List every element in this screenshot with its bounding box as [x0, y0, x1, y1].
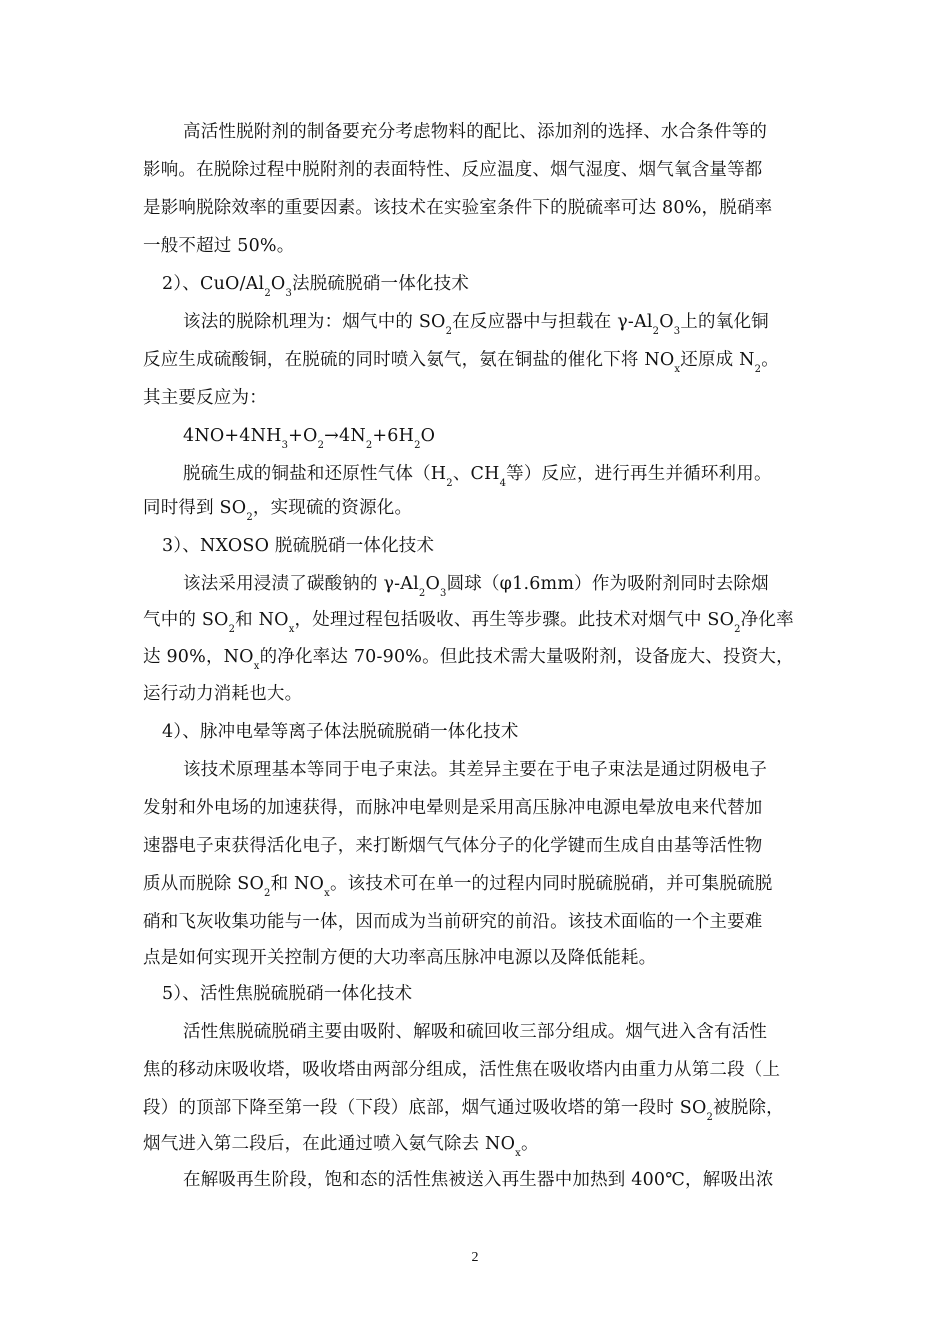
text-line: 运行动力消耗也大。	[143, 684, 303, 704]
text-line: 高活性脱附剂的制备要充分考虑物料的配比、添加剂的选择、水合条件等的	[183, 122, 768, 142]
text-line: 烟气进入第二段后，在此通过喷入氨气除去 $NO_x$。	[143, 1134, 539, 1159]
text-line: 影响。在脱除过程中脱附剂的表面特性、反应温度、烟气湿度、烟气氧含量等都	[143, 160, 763, 180]
text-line: 该技术原理基本等同于电子束法。其差异主要在于电子束法是通过阴极电子	[183, 760, 768, 780]
text-line: 反应生成硫酸铜，在脱硫的同时喷入氨气，氨在铜盐的催化下将 $NO_x$还原成 $N_2$。	[143, 350, 779, 375]
text-line: 达 90%，$NO_x$的净化率达 70-90%。但此技术需大量吸附剂，设备庞大、投资大，	[143, 647, 794, 672]
text-line: 其主要反应为：	[143, 388, 267, 408]
text-line: 段）的顶部下降至第一段（下段）底部，烟气通过吸收塔的第一段时 $SO_2$被脱除，	[143, 1098, 784, 1123]
reaction-equation: $4NO+4NH_3+O_2\to 4N_2+6H_2O$	[183, 426, 436, 451]
text-line: 硝和飞灰收集功能与一体，因而成为当前研究的前沿。该技术面临的一个主要难	[143, 912, 763, 932]
text-line: 是影响脱除效率的重要因素。该技术在实验室条件下的脱硫率可达 80%，脱硝率	[143, 198, 773, 218]
text-line: 气中的 $SO_2$和 $NO_x$，处理过程包括吸收、再生等步骤。此技术对烟气中 $SO_2$净化率	[143, 610, 794, 635]
text-line: 点是如何实现开关控制方便的大功率高压脉冲电源以及降低能耗。	[143, 948, 657, 968]
text-line: 同时得到 $SO_2$，实现硫的资源化。	[143, 498, 413, 523]
text-line: 活性焦脱硫脱硝主要由吸附、解吸和硫回收三部分组成。烟气进入含有活性	[183, 1022, 768, 1042]
section-heading-2: 2）、CuO/$Al_2O_3$法脱硫脱硝一体化技术	[162, 274, 470, 299]
section-heading-5: 5）、活性焦脱硫脱硝一体化技术	[162, 984, 413, 1004]
text-line: 速器电子束获得活化电子，来打断烟气气体分子的化学键而生成自由基等活性物	[143, 836, 763, 856]
text-line: 质从而脱除 $SO_2$和 $NO_x$。该技术可在单一的过程内同时脱硫脱硝，并可集脱硫脱	[143, 874, 773, 899]
text-line: 焦的移动床吸收塔，吸收塔由两部分组成，活性焦在吸收塔内由重力从第二段（上	[143, 1060, 781, 1080]
text-line: 该法的脱除机理为：烟气中的 $SO_2$在反应器中与担载在 $\gamma-Al_2O_3$上的氧化铜	[183, 312, 769, 337]
text-line: 发射和外电场的加速获得，而脉冲电晕则是采用高压脉冲电源电晕放电来代替加	[143, 798, 763, 818]
section-heading-3: 3）、NXOSO 脱硫脱硝一体化技术	[162, 536, 435, 556]
text-line: 脱硫生成的铜盐和还原性气体（$H_2$、$CH_4$等）反应，进行再生并循环利用。	[183, 464, 772, 489]
text-line: 一般不超过 50%。	[143, 236, 295, 256]
section-heading-4: 4）、脉冲电晕等离子体法脱硫脱硝一体化技术	[162, 722, 519, 742]
page-number: 2	[471, 1250, 479, 1265]
text-line: 在解吸再生阶段，饱和态的活性焦被送入再生器中加热到 400℃，解吸出浓	[183, 1170, 774, 1190]
text-line: 该法采用浸渍了碳酸钠的 $\gamma-Al_2O_3$圆球（φ1.6mm）作为吸附剂同时去除烟	[183, 574, 769, 599]
